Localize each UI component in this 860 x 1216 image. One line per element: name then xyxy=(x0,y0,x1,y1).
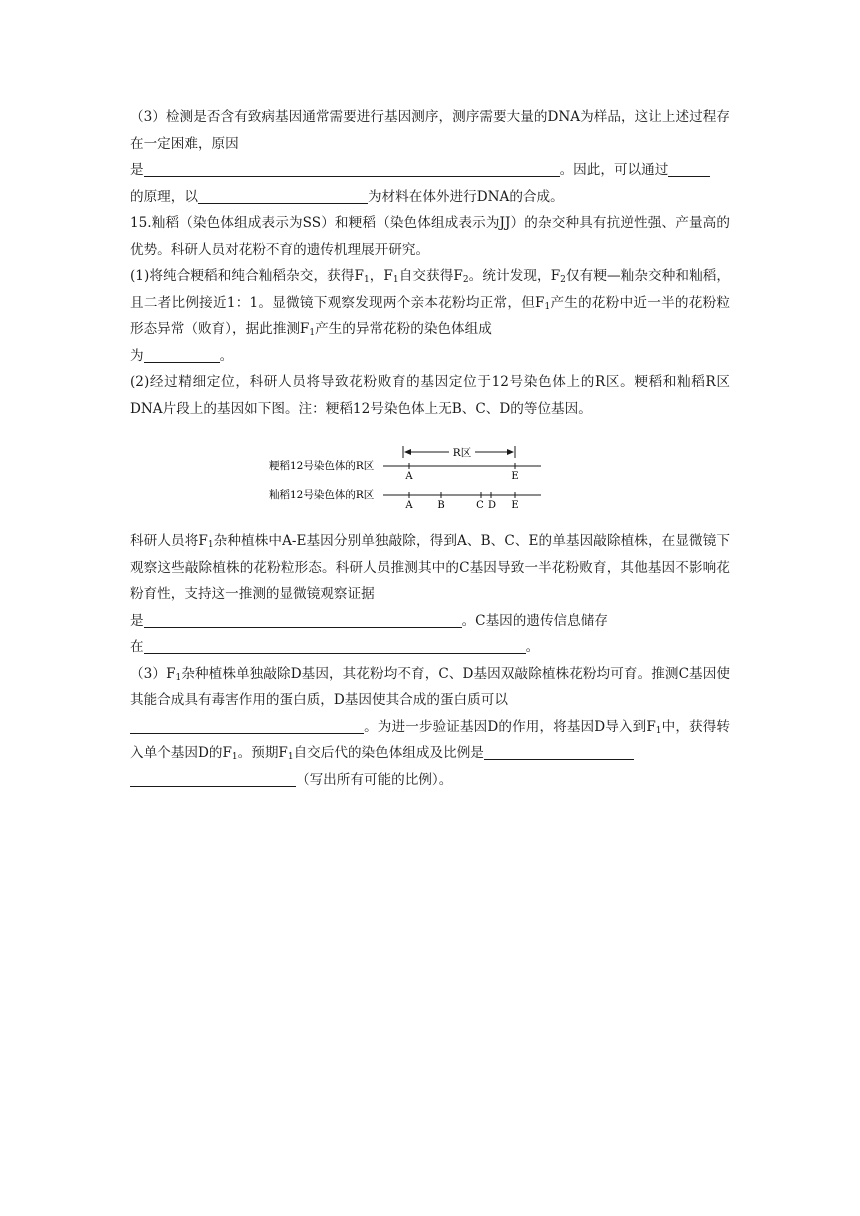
q15-text: 科研人员将F xyxy=(130,533,208,549)
q15-text: 杂种植株中A-E基因分别单独敲除，得到A、B、C、E的单基因敲除植株，在显微镜下观察这些敲除植株的花粉粒形态。科研人员推测其中的C基因导致一半花粉败育，其他基因不影响花粉育性，支持这一推测的显微镜观察证据 xyxy=(130,533,730,602)
q15-text: 自交后代的染色体组成及比例是 xyxy=(293,745,484,761)
q15-text: 。预期F xyxy=(237,745,288,761)
answer-blank[interactable] xyxy=(198,187,368,204)
q15-intro: 15.籼稻（染色体组成表示为SS）和粳稻（染色体组成表示为JJ）的杂交种具有抗逆性强、产量高的优势。科研人员对花粉不育的遗传机理展开研究。 xyxy=(130,215,730,258)
q15-text: 产生的异常花粉的染色体组成 xyxy=(315,321,492,337)
q15-part2: (2)经过精细定位，科研人员将导致花粉败育的基因定位于12号染色体上的R区。粳稻和籼稻R区DNA片段上的基因如下图。注：粳稻12号染色体上无B、C、D的等位基因。 xyxy=(130,374,730,417)
answer-blank[interactable] xyxy=(484,743,634,760)
indica-gene-b: B xyxy=(437,500,445,511)
subscript: 1 xyxy=(231,752,238,762)
indica-gene-c: C xyxy=(476,500,484,511)
subscript: 1 xyxy=(544,301,551,312)
q3-text: 的原理，以 xyxy=(130,188,198,205)
q15-part2-cont xyxy=(130,528,730,661)
indica-label: 籼稻12号染色体的R区 xyxy=(269,489,375,501)
chromosome-diagram-svg xyxy=(265,438,555,518)
q3-text: 为材料在体外进行DNA的合成。 xyxy=(367,188,564,205)
subscript: 1 xyxy=(363,275,370,285)
answer-blank[interactable] xyxy=(668,160,710,177)
indica-gene-d: D xyxy=(487,500,497,511)
q15-part1 xyxy=(130,263,730,369)
indica-gene-a: A xyxy=(405,500,413,511)
q15-text: 。C基因的遗传信息储存 xyxy=(461,612,608,629)
answer-blank[interactable] xyxy=(144,346,220,363)
chromosome-diagram xyxy=(265,438,555,518)
q15-text: 在 xyxy=(130,639,144,655)
answer-blank[interactable] xyxy=(144,637,526,654)
subscript: 1 xyxy=(655,725,662,736)
q15-text: 。 xyxy=(219,347,234,364)
q15-text: 。统计发现，F xyxy=(468,268,561,284)
japonica-label: 粳稻12号染色体的R区 xyxy=(269,460,375,472)
q15-text: （写出所有可能的比例）。 xyxy=(296,771,453,788)
subscript: 1 xyxy=(392,275,399,285)
subscript: 1 xyxy=(287,752,294,762)
q3-line1: （3）检测是否含有致病基因通常需要进行基因测序，测序需要大量的DNA为样品，这让上述过程存在一定困难，原因 xyxy=(130,109,730,152)
region-label: R区 xyxy=(452,447,472,459)
q3-text: 是 xyxy=(130,162,144,178)
subscript: 2 xyxy=(560,275,566,285)
answer-blank[interactable] xyxy=(130,717,364,734)
q15-text: （3）F xyxy=(130,665,176,682)
q15-text: ，F xyxy=(369,268,393,284)
q15-text: 产生的花粉中近一半的花粉粒形态异常（败育），据此推测F xyxy=(130,294,731,337)
japonica-gene-e: E xyxy=(511,471,519,482)
indica-gene-e: E xyxy=(511,500,519,511)
q3-top-paragraph xyxy=(130,104,730,210)
q15-text: 。 xyxy=(525,639,540,655)
subscript: 2 xyxy=(462,275,469,285)
answer-blank[interactable] xyxy=(144,611,462,628)
arrow-right-icon xyxy=(507,449,514,455)
japonica-gene-a: A xyxy=(405,471,413,482)
answer-blank[interactable] xyxy=(130,770,296,787)
q15-text: (1)将纯合粳稻和纯合籼稻杂交，获得F xyxy=(130,268,364,284)
q3-text: 。因此，可以通过 xyxy=(559,162,669,178)
subscript: 1 xyxy=(175,672,182,683)
subscript: 1 xyxy=(309,328,316,338)
q15-text: 是 xyxy=(130,612,144,629)
q15-text: 中，获得转入单个基因D的F xyxy=(130,718,730,761)
q15-text: 。为进一步验证基因D的作用，将基因D导入到F xyxy=(364,718,656,735)
q15-text: 自交获得F xyxy=(398,268,463,284)
q15-text: 杂种植株单独敲除D基因，其花粉均不育，C、D基因双敲除植株花粉均可育。推测C基因使其能合成具有毒害作用的蛋白质，D基因使其合成的蛋白质可以 xyxy=(130,665,730,708)
subscript: 1 xyxy=(207,540,214,550)
answer-blank[interactable] xyxy=(144,160,560,177)
q15-part3 xyxy=(130,661,730,794)
q15-text: 为 xyxy=(130,347,144,364)
q15-text: 仅有粳—籼杂交种和籼稻，且二者比例接近1：1。显微镜下观察发现两个亲本花粉均正常，但F xyxy=(130,268,731,311)
arrow-left-icon xyxy=(404,449,411,455)
